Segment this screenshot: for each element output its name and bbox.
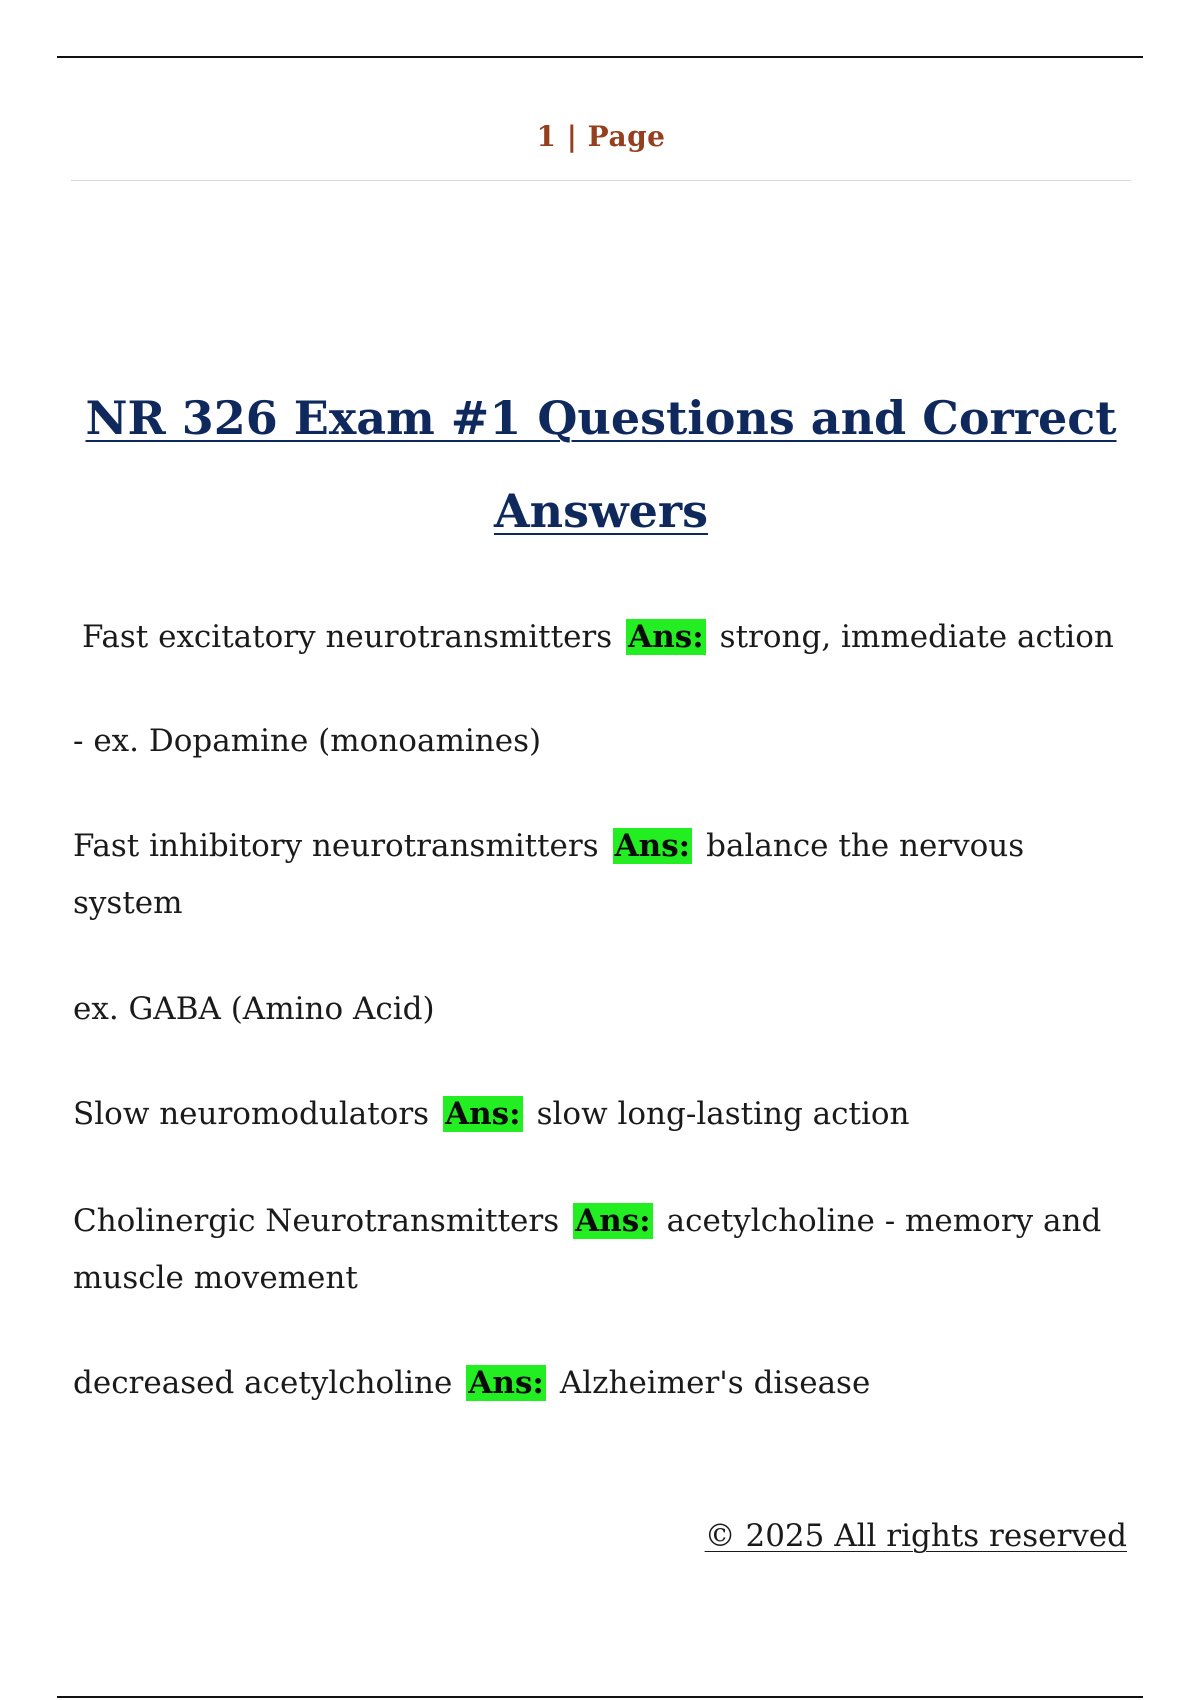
top-rule [57, 56, 1143, 58]
qa-item-3 [73, 1086, 1133, 1143]
answer-text: acetylcholine - memory and muscle movement [73, 1203, 1102, 1296]
answer-text: strong, immediate action [719, 619, 1114, 655]
qa-item-5 [73, 1355, 1133, 1412]
answer-text: Alzheimer's disease [559, 1365, 871, 1401]
question-text: Cholinergic Neurotransmitters [73, 1203, 560, 1239]
page-number-label: 1 | Page [536, 120, 666, 153]
answer-marker: Ans: [628, 619, 704, 655]
answer-marker: Ans: [468, 1365, 544, 1401]
title-line-2: Answers [493, 484, 709, 538]
note-text: - ex. Dopamine (monoamines) [73, 723, 542, 759]
question-text: Slow neuromodulators [73, 1096, 430, 1132]
answer-text: slow long-lasting action [536, 1096, 910, 1132]
copyright-notice: © 2025 All rights reserved [704, 1518, 1127, 1554]
answer-marker: Ans: [614, 828, 691, 864]
qa-note-2 [73, 981, 1133, 1038]
qa-item-1 [82, 609, 1142, 666]
note-text: ex. GABA (Amino Acid) [73, 991, 435, 1027]
qa-item-4 [73, 1193, 1133, 1307]
qa-note-1 [73, 713, 1133, 770]
question-text: Fast inhibitory neurotransmitters [73, 828, 599, 864]
answer-marker: Ans: [575, 1203, 651, 1239]
qa-item-2 [73, 818, 1053, 932]
title-line-1: NR 326 Exam #1 Questions and Correct [85, 391, 1117, 445]
answer-text: balance the nervous system [73, 828, 1025, 921]
bottom-rule [57, 1696, 1143, 1698]
answer-marker: Ans: [445, 1096, 521, 1132]
question-text: Fast excitatory neurotransmitters [82, 619, 613, 655]
page-header [71, 120, 1131, 181]
document-title [71, 372, 1131, 558]
question-text: decreased acetylcholine [73, 1365, 453, 1401]
